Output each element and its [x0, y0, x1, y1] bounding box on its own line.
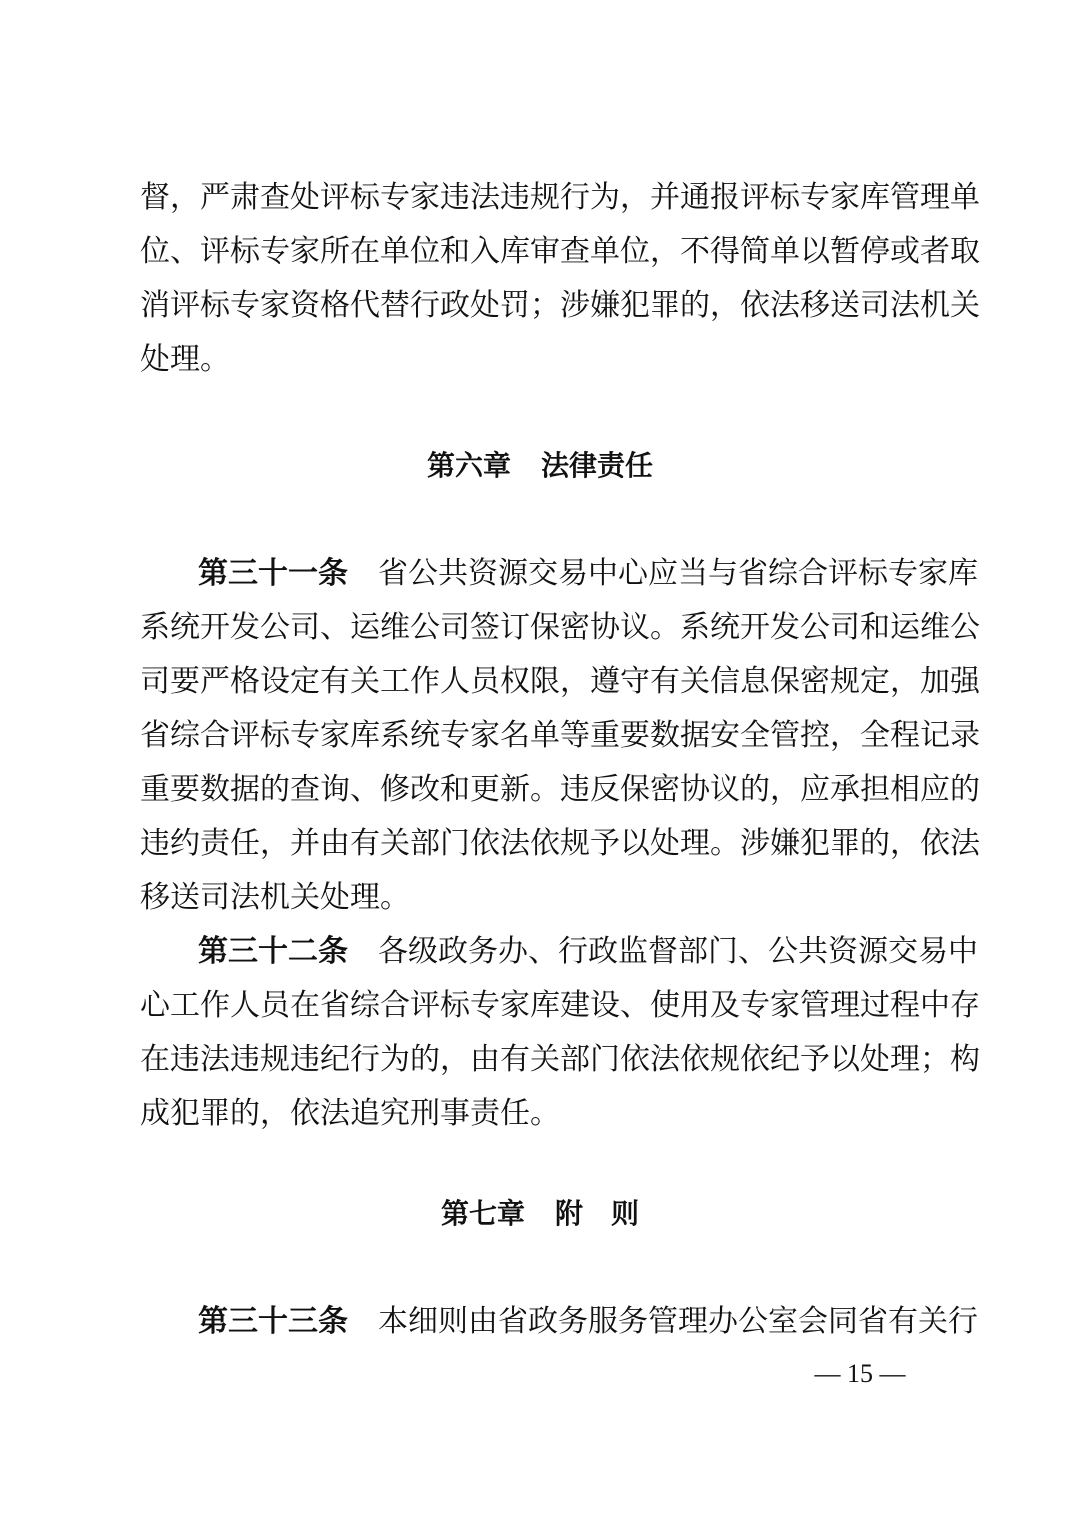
- chapter-title: 法律责任: [541, 449, 654, 482]
- page-number: — 15 —: [814, 1359, 906, 1388]
- article-heading: 第三十一条: [198, 556, 348, 591]
- paragraph-line: 消评标专家资格代替行政处罚；涉嫌犯罪的，依法移送司法机关: [140, 288, 980, 323]
- article-text: 省公共资源交易中心应当与省综合评标专家库: [378, 556, 978, 591]
- paragraph-line: 重要数据的查询、修改和更新。违反保密协议的，应承担相应的: [140, 772, 980, 807]
- article-text: 各级政务办、行政监督部门、公共资源交易中: [378, 934, 978, 969]
- paragraph-line: 心工作人员在省综合评标专家库建设、使用及专家管理过程中存: [140, 988, 980, 1023]
- article-first-line: [198, 932, 978, 972]
- paragraph-line: 系统开发公司、运维公司签订保密协议。系统开发公司和运维公: [140, 610, 980, 645]
- article-first-line: [198, 554, 978, 594]
- chapter-heading: [0, 446, 1080, 486]
- chapter-title: 则: [611, 1197, 640, 1230]
- paragraph-line: 违约责任，并由有关部门依法依规予以处理。涉嫌犯罪的，依法: [140, 826, 980, 861]
- article-text: 本细则由省政务服务管理办公室会同省有关行: [378, 1304, 978, 1339]
- paragraph-line: 移送司法机关处理。: [140, 880, 410, 915]
- chapter-title: 附: [554, 1197, 583, 1230]
- article-heading: 第三十二条: [198, 934, 348, 969]
- paragraph-line: 在违法违规违纪行为的，由有关部门依法依规依纪予以处理；构: [140, 1042, 980, 1077]
- paragraph-line: 位、评标专家所在单位和入库审查单位，不得简单以暂停或者取: [140, 234, 980, 269]
- paragraph-line: 督，严肃查处评标专家违法违规行为，并通报评标专家库管理单: [140, 180, 980, 215]
- paragraph-line: 司要严格设定有关工作人员权限，遵守有关信息保密规定，加强: [140, 664, 980, 699]
- paragraph-line: 处理。: [140, 342, 230, 377]
- chapter-number: 第七章: [440, 1197, 525, 1230]
- article-heading: 第三十三条: [198, 1304, 348, 1339]
- paragraph-line: 成犯罪的，依法追究刑事责任。: [140, 1096, 560, 1131]
- chapter-number: 第六章: [426, 449, 511, 482]
- article-first-line: [198, 1302, 978, 1342]
- paragraph-line: 省综合评标专家库系统专家名单等重要数据安全管控，全程记录: [140, 718, 980, 753]
- chapter-heading: [0, 1194, 1080, 1234]
